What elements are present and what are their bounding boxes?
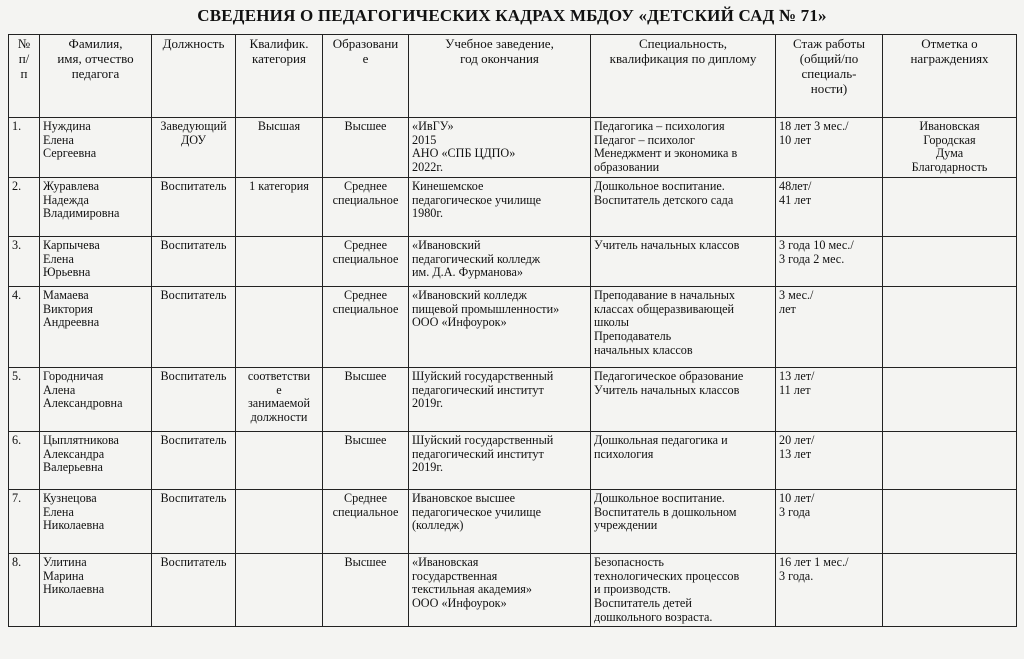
position-cell: Воспитатель: [152, 287, 236, 368]
teacher-name: Мамаева Виктория Андреевна: [40, 287, 152, 368]
teacher-name: Карпычева Елена Юрьевна: [40, 237, 152, 287]
row-number: 4.: [9, 287, 40, 368]
specialty-cell: Педагогика – психология Педагог – психолог Менеджмент и экономика в образовании: [591, 118, 776, 178]
education-cell: Высшее: [323, 432, 409, 490]
education-cell: Среднее специальное: [323, 237, 409, 287]
row-number: 6.: [9, 432, 40, 490]
position-cell: Заведующий ДОУ: [152, 118, 236, 178]
table-row: [9, 118, 1017, 178]
awards-cell: Ивановская Городская Дума Благодарность: [883, 118, 1017, 178]
category-cell: соответстви е занимаемой должности: [236, 368, 323, 432]
category-cell: Высшая: [236, 118, 323, 178]
category-cell: [236, 554, 323, 627]
table-row: [9, 554, 1017, 627]
row-number: 2.: [9, 178, 40, 237]
education-cell: Среднее специальное: [323, 287, 409, 368]
teacher-name: Нуждина Елена Сергеевна: [40, 118, 152, 178]
teacher-name: Журавлева Надежда Владимировна: [40, 178, 152, 237]
category-cell: 1 категория: [236, 178, 323, 237]
header-specialty: Специальность, квалификация по диплому: [591, 35, 776, 118]
experience-cell: 48лет/ 41 лет: [776, 178, 883, 237]
institution-cell: Ивановское высшее педагогическое училище (колледж): [409, 490, 591, 554]
experience-cell: 3 года 10 мес./ 3 года 2 мес.: [776, 237, 883, 287]
teacher-name: Улитина Марина Николаевна: [40, 554, 152, 627]
experience-cell: 10 лет/ 3 года: [776, 490, 883, 554]
teacher-name: Цыплятникова Александра Валерьевна: [40, 432, 152, 490]
awards-cell: [883, 554, 1017, 627]
awards-cell: [883, 237, 1017, 287]
position-cell: Воспитатель: [152, 178, 236, 237]
awards-cell: [883, 490, 1017, 554]
table-row: [9, 432, 1017, 490]
institution-cell: «Ивановская государственная текстильная академия» ООО «Инфоурок»: [409, 554, 591, 627]
header-position: Должность: [152, 35, 236, 118]
row-number: 5.: [9, 368, 40, 432]
header-awards: Отметка о награждениях: [883, 35, 1017, 118]
row-number: 7.: [9, 490, 40, 554]
institution-cell: «ИвГУ» 2015 АНО «СПБ ЦДПО» 2022г.: [409, 118, 591, 178]
position-cell: Воспитатель: [152, 237, 236, 287]
header-number: № п/ п: [9, 35, 40, 118]
header-education: Образовани е: [323, 35, 409, 118]
category-cell: [236, 432, 323, 490]
specialty-cell: Преподавание в начальных классах общеразвивающей школы Преподаватель начальных классов: [591, 287, 776, 368]
header-institution: Учебное заведение, год окончания: [409, 35, 591, 118]
table-row: [9, 287, 1017, 368]
awards-cell: [883, 368, 1017, 432]
position-cell: Воспитатель: [152, 554, 236, 627]
education-cell: Среднее специальное: [323, 490, 409, 554]
staff-table: [8, 34, 1017, 627]
teacher-name: Городничая Алена Александровна: [40, 368, 152, 432]
education-cell: Среднее специальное: [323, 178, 409, 237]
table-row: [9, 368, 1017, 432]
experience-cell: 3 мес./ лет: [776, 287, 883, 368]
row-number: 1.: [9, 118, 40, 178]
awards-cell: [883, 432, 1017, 490]
awards-cell: [883, 287, 1017, 368]
table-header-row: [9, 35, 1017, 118]
education-cell: Высшее: [323, 118, 409, 178]
table-row: [9, 178, 1017, 237]
education-cell: Высшее: [323, 368, 409, 432]
specialty-cell: Педагогическое образование Учитель начальных классов: [591, 368, 776, 432]
institution-cell: «Ивановский педагогический колледж им. Д.А. Фурманова»: [409, 237, 591, 287]
category-cell: [236, 287, 323, 368]
education-cell: Высшее: [323, 554, 409, 627]
awards-cell: [883, 178, 1017, 237]
specialty-cell: Безопасность технологических процессов и производств. Воспитатель детей дошкольного возраста.: [591, 554, 776, 627]
position-cell: Воспитатель: [152, 368, 236, 432]
row-number: 8.: [9, 554, 40, 627]
header-name: Фамилия, имя, отчество педагога: [40, 35, 152, 118]
experience-cell: 16 лет 1 мес./ 3 года.: [776, 554, 883, 627]
specialty-cell: Дошкольное воспитание. Воспитатель детского сада: [591, 178, 776, 237]
institution-cell: Шуйский государственный педагогический институт 2019г.: [409, 368, 591, 432]
specialty-cell: Дошкольное воспитание. Воспитатель в дошкольном учреждении: [591, 490, 776, 554]
teacher-name: Кузнецова Елена Николаевна: [40, 490, 152, 554]
experience-cell: 13 лет/ 11 лет: [776, 368, 883, 432]
institution-cell: Кинешемское педагогическое училище 1980г.: [409, 178, 591, 237]
experience-cell: 20 лет/ 13 лет: [776, 432, 883, 490]
row-number: 3.: [9, 237, 40, 287]
experience-cell: 18 лет 3 мес./ 10 лет: [776, 118, 883, 178]
institution-cell: Шуйский государственный педагогический институт 2019г.: [409, 432, 591, 490]
position-cell: Воспитатель: [152, 490, 236, 554]
specialty-cell: Дошкольная педагогика и психология: [591, 432, 776, 490]
specialty-cell: Учитель начальных классов: [591, 237, 776, 287]
category-cell: [236, 237, 323, 287]
position-cell: Воспитатель: [152, 432, 236, 490]
header-experience: Стаж работы (общий/по специаль- ности): [776, 35, 883, 118]
institution-cell: «Ивановский колледж пищевой промышленности» ООО «Инфоурок»: [409, 287, 591, 368]
table-row: [9, 237, 1017, 287]
category-cell: [236, 490, 323, 554]
header-category: Квалифик. категория: [236, 35, 323, 118]
document-title: СВЕДЕНИЯ О ПЕДАГОГИЧЕСКИХ КАДРАХ МБДОУ «ДЕТСКИЙ САД № 71»: [197, 6, 827, 25]
table-row: [9, 490, 1017, 554]
